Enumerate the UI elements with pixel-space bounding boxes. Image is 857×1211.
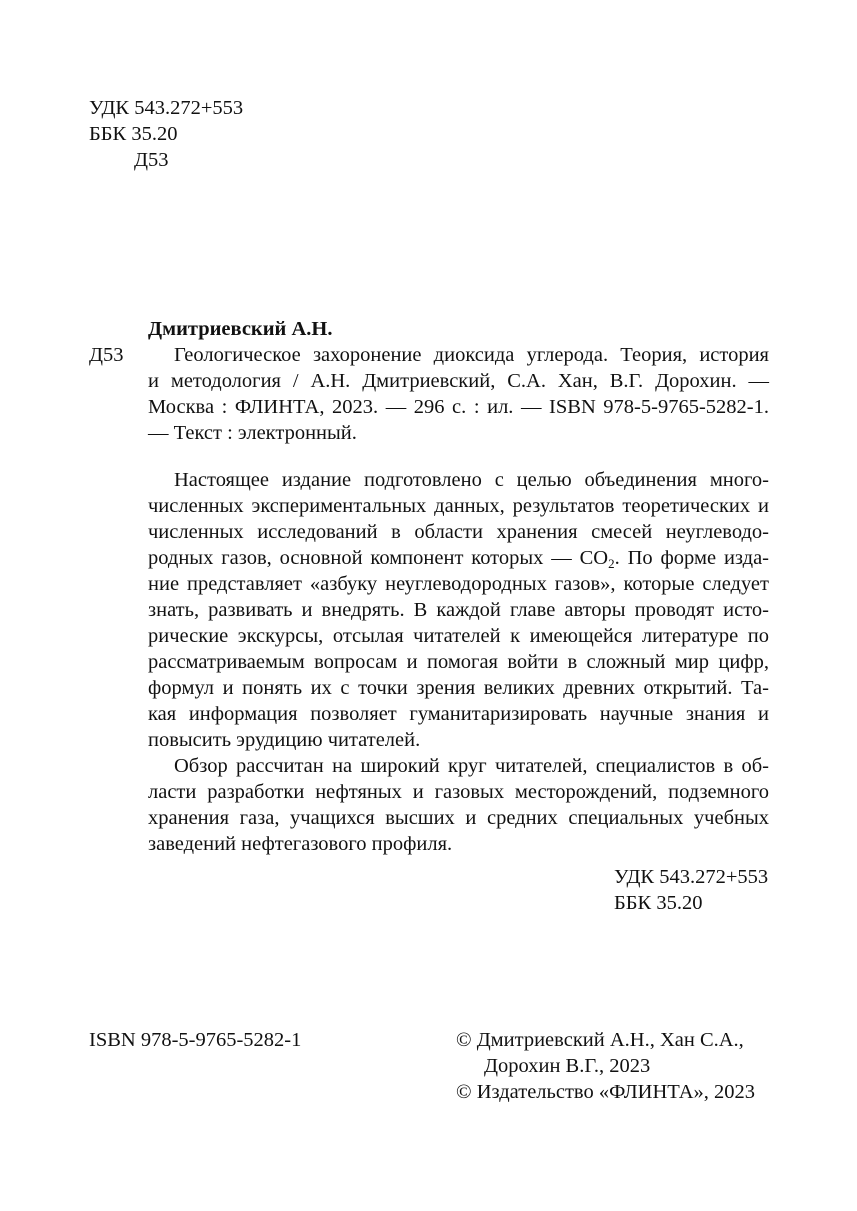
copyright-authors-line-2: Дорохин В.Г., 2023 [484,1055,651,1077]
annotation-p1-line-8: рассматриваемым вопросам и помогая войти в сложный мир цифр, [148,651,769,673]
annotation-p1-line-4-co2: родных газов, основной компонент которых — $CO_2$. По форме изда- [148,547,769,571]
record-line-3: Москва : ФЛИНТА, 2023. — 296 с. : ил. — ISBN 978-5-9765-5282-1. [148,396,769,418]
annotation-p1-line-9: формул и понять их с точки зрения великих древних открытий. Та- [148,677,769,699]
annotation-p1-line-7: рические экскурсы, отсылая читателей к имеющейся литературе по [148,625,769,647]
annotation-p1-line-10: кая информация позволяет гуманитаризировать научные знания и [148,703,769,725]
annotation-p2-line-3: хранения газа, учащихся высших и средних специальных учебных [148,807,769,829]
author-heading: Дмитриевский А.Н. [148,318,333,340]
udk-code-bottom: УДК 543.272+553 [614,866,769,888]
annotation-p1-line-1: Настоящее издание подготовлено с целью объединения много- [174,469,769,491]
annotation-p1-line-11: повысить эрудицию читателей. [148,729,421,751]
annotation-p2-line-2: ласти разработки нефтяных и газовых месторождений, подземного [148,781,769,803]
record-line-1: Геологическое захоронение диоксида углерода. Теория, история [174,344,769,366]
bbk-code-bottom: ББК 35.20 [614,892,703,914]
author-sign-top: Д53 [134,149,169,171]
isbn: ISBN 978-5-9765-5282-1 [89,1029,302,1051]
record-line-2: и методология / А.Н. Дмитриевский, С.А. Хан, В.Г. Дорохин. — [148,370,769,392]
copyright-publisher: © Издательство «ФЛИНТА», 2023 [456,1081,756,1103]
bbk-code-top: ББК 35.20 [89,123,178,145]
annotation-p1-line-2: численных экспериментальных данных, результатов теоретических и [148,495,769,517]
annotation-p1-line-5: ние представляет «азбуку неуглеводородных газов», которые следует [148,573,769,595]
annotation-p2-line-1: Обзор рассчитан на широкий круг читателей, специалистов в об- [174,755,769,777]
annotation-p1-line-3: численных исследований в области хранения смесей неуглеводо- [148,521,769,543]
annotation-p1-line-6: знать, развивать и внедрять. В каждой главе авторы проводят исто- [148,599,769,621]
record-line-4: — Текст : электронный. [148,422,357,444]
copyright-authors-line-1: © Дмитриевский А.Н., Хан С.А., [456,1029,744,1051]
udk-code-top: УДК 543.272+553 [89,97,244,119]
co2-subscript: 2 [608,556,615,571]
author-sign-record: Д53 [89,344,124,366]
annotation-p2-line-4: заведений нефтегазового профиля. [148,833,453,855]
